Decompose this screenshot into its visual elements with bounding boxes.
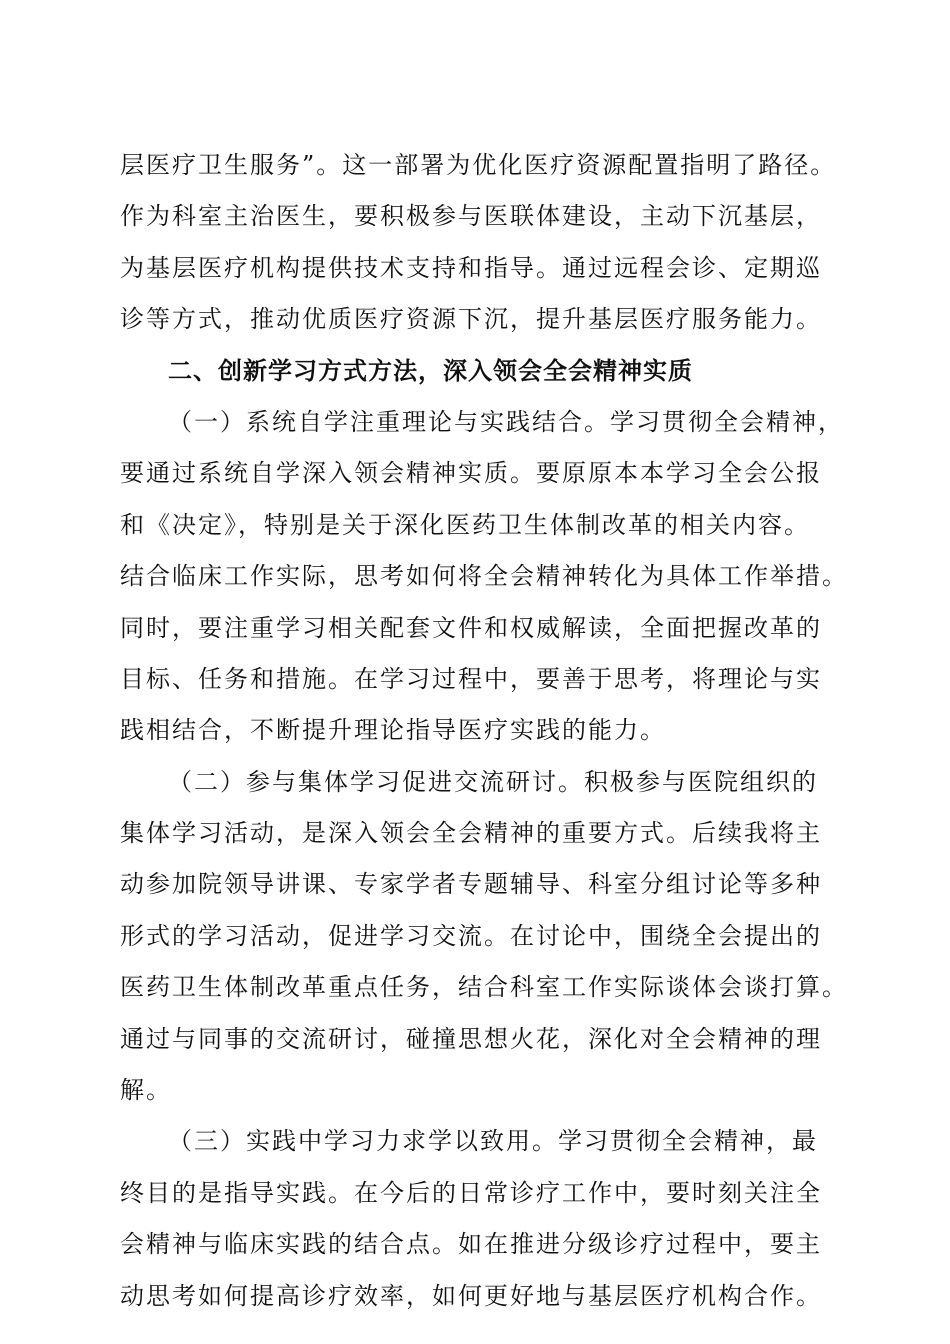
paragraph-line: 医药卫生体制改革重点任务，结合科室工作实际谈体会谈打算。 <box>120 973 848 1002</box>
paragraph-line: 结合临床工作实际，思考如何将全会精神转化为具体工作举措。 <box>120 562 848 591</box>
paragraph-line: 动参加院领导讲课、专家学者专题辅导、科室分组讨论等多种 <box>120 870 822 899</box>
paragraph-line: 动思考如何提高诊疗效率，如何更好地与基层医疗机构合作。 <box>120 1281 822 1310</box>
paragraph-line: 诊等方式，推动优质医疗资源下沉，提升基层医疗服务能力。 <box>120 305 822 334</box>
paragraph-line: 解。 <box>120 1076 172 1105</box>
paragraph-line: 和《决定》，特别是关于深化医药卫生体制改革的相关内容。 <box>120 510 810 539</box>
paragraph-line: 形式的学习活动，促进学习交流。在讨论中，围绕全会提出的 <box>120 921 822 950</box>
paragraph-line: 要通过系统自学深入领会精神实质。要原原本本学习全会公报 <box>120 459 822 488</box>
paragraph-line: 会精神与临床实践的结合点。如在推进分级诊疗过程中，要主 <box>120 1230 822 1259</box>
subsection-first-line: （一）系统自学注重理论与实践结合。学习贯彻全会精神， <box>168 407 844 436</box>
paragraph-line: 集体学习活动，是深入领会全会精神的重要方式。后续我将主 <box>120 819 822 848</box>
paragraph-line: 践相结合，不断提升理论指导医疗实践的能力。 <box>120 716 666 745</box>
paragraph-line: 作为科室主治医生，要积极参与医联体建设，主动下沉基层， <box>120 202 822 231</box>
document-body <box>120 140 848 1322</box>
paragraph-line: 目标、任务和措施。在学习过程中，要善于思考，将理论与实 <box>120 664 822 693</box>
subsection-first-line: （二）参与集体学习促进交流研讨。积极参与医院组织的 <box>168 767 818 796</box>
paragraph-line: 终目的是指导实践。在今后的日常诊疗工作中，要时刻关注全 <box>120 1178 822 1207</box>
paragraph-line: 通过与同事的交流研讨，碰撞思想火花，深化对全会精神的理 <box>120 1024 822 1053</box>
paragraph-line: 层医疗卫生服务”。这一部署为优化医疗资源配置指明了路径。 <box>120 151 837 179</box>
paragraph-line: 为基层医疗机构提供技术支持和指导。通过远程会诊、定期巡 <box>120 253 822 282</box>
section-heading: 二、创新学习方式方法，深入领会全会精神实质 <box>168 356 693 385</box>
subsection-first-line: （三）实践中学习力求学以致用。学习贯彻全会精神，最 <box>168 1127 818 1156</box>
paragraph-line: 同时，要注重学习相关配套文件和权威解读，全面把握改革的 <box>120 613 822 642</box>
